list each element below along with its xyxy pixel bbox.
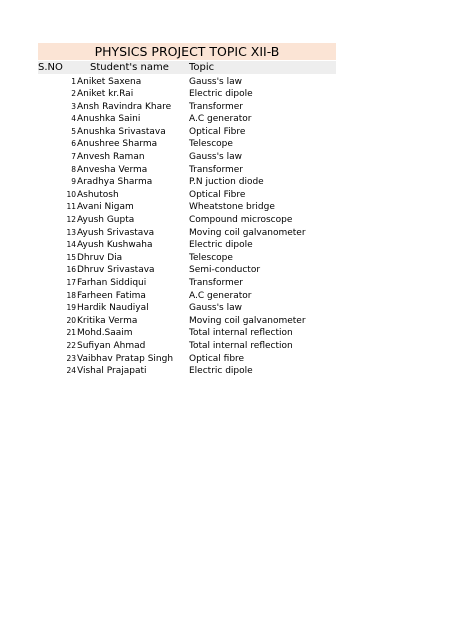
project-topic: Transformer bbox=[189, 164, 244, 175]
table-row bbox=[0, 252, 474, 265]
student-name: Aniket Saxena bbox=[77, 76, 142, 87]
table-row bbox=[0, 365, 474, 378]
project-topic: Wheatstone bridge bbox=[189, 202, 275, 213]
table-row bbox=[0, 302, 474, 315]
student-name: Avani Nigam bbox=[77, 202, 134, 213]
table-row bbox=[0, 88, 474, 101]
row-number: 6 bbox=[71, 139, 76, 149]
table-row bbox=[0, 264, 474, 277]
student-name: Ayush Gupta bbox=[77, 215, 135, 226]
row-number: 11 bbox=[66, 202, 76, 212]
row-number: 7 bbox=[71, 152, 76, 162]
column-header-name: Student's name bbox=[90, 62, 169, 73]
project-topic: A.C generator bbox=[189, 290, 252, 301]
table-row bbox=[0, 176, 474, 189]
student-name: Anvesh Raman bbox=[77, 152, 145, 163]
table-row bbox=[0, 315, 474, 328]
table-row bbox=[0, 340, 474, 353]
student-name: Kritika Verma bbox=[77, 315, 138, 326]
project-topic: Transformer bbox=[189, 101, 244, 112]
project-topic: Gauss's law bbox=[189, 76, 242, 87]
student-name: Dhruv Srivastava bbox=[77, 265, 155, 276]
table-row bbox=[0, 227, 474, 240]
page-title: PHYSICS PROJECT TOPIC XII-B bbox=[94, 44, 280, 59]
project-topic: Semi-conductor bbox=[189, 265, 261, 276]
row-number: 12 bbox=[66, 215, 76, 225]
row-number: 22 bbox=[66, 340, 76, 350]
table-row bbox=[0, 290, 474, 303]
row-number: 13 bbox=[66, 227, 76, 237]
row-number: 8 bbox=[71, 164, 76, 174]
student-table-body bbox=[0, 76, 474, 378]
row-number: 16 bbox=[66, 265, 76, 275]
row-number: 3 bbox=[71, 101, 76, 111]
student-name: Farhan Siddiqui bbox=[77, 278, 147, 288]
project-topic: Electric dipole bbox=[189, 89, 253, 100]
table-row bbox=[0, 327, 474, 340]
project-topic: Gauss's law bbox=[189, 303, 242, 314]
table-row bbox=[0, 113, 474, 126]
project-topic: Optical Fibre bbox=[189, 189, 246, 200]
row-number: 24 bbox=[66, 366, 76, 376]
header-band bbox=[38, 61, 336, 74]
table-row bbox=[0, 151, 474, 164]
row-number: 19 bbox=[66, 303, 76, 313]
table-row bbox=[0, 353, 474, 366]
table-row bbox=[0, 214, 474, 227]
student-name: Ayush Kushwaha bbox=[77, 240, 153, 251]
table-row bbox=[0, 239, 474, 252]
table-row bbox=[0, 76, 474, 89]
table-row bbox=[0, 189, 474, 202]
student-name: Anushree Sharma bbox=[77, 139, 158, 150]
student-name: Aradhya Sharma bbox=[77, 177, 153, 188]
student-name: Sufiyan Ahmad bbox=[77, 340, 146, 351]
student-name: Ashutosh bbox=[77, 189, 119, 200]
table-row bbox=[0, 101, 474, 114]
row-number: 21 bbox=[66, 328, 76, 338]
project-topic: Optical fibre bbox=[189, 353, 245, 364]
student-name: Dhruv Dia bbox=[77, 252, 123, 263]
student-name: Vaibhav Pratap Singh bbox=[77, 353, 174, 364]
project-topic: P.N juction diode bbox=[189, 177, 264, 188]
project-topic: Optical Fibre bbox=[189, 126, 246, 137]
column-header-sno: S.NO bbox=[38, 62, 63, 73]
student-name: Farheen Fatima bbox=[77, 290, 146, 301]
row-number: 20 bbox=[66, 315, 76, 325]
table-row bbox=[0, 138, 474, 151]
project-topic: Gauss's law bbox=[189, 152, 242, 163]
project-topic: Total internal reflection bbox=[189, 340, 293, 351]
row-number: 14 bbox=[66, 240, 76, 250]
project-topic: Transformer bbox=[189, 278, 244, 288]
row-number: 1 bbox=[71, 76, 76, 86]
row-number: 9 bbox=[71, 177, 76, 187]
project-topic: Moving coil galvanometer bbox=[189, 227, 306, 238]
row-number: 17 bbox=[66, 278, 76, 287]
project-topic: A.C generator bbox=[189, 114, 252, 125]
student-name: Aniket kr.Rai bbox=[77, 89, 134, 100]
table-row bbox=[0, 277, 474, 290]
row-number: 2 bbox=[71, 89, 76, 99]
student-name: Ansh Ravindra Khare bbox=[77, 101, 172, 112]
student-name: Mohd.Saaim bbox=[77, 328, 133, 339]
table-row bbox=[0, 164, 474, 177]
student-name: Anushka Saini bbox=[77, 114, 141, 125]
project-topic: Electric dipole bbox=[189, 366, 253, 377]
project-topic: Compound microscope bbox=[189, 215, 293, 226]
table-row bbox=[0, 126, 474, 139]
student-name: Anushka Srivastava bbox=[77, 126, 166, 137]
project-topic: Electric dipole bbox=[189, 240, 253, 251]
student-name: Ayush Srivastava bbox=[77, 227, 155, 238]
row-number: 23 bbox=[66, 353, 76, 363]
student-name: Anvesha Verma bbox=[77, 164, 148, 175]
table-row bbox=[0, 201, 474, 214]
project-topic: Moving coil galvanometer bbox=[189, 315, 306, 326]
project-topic: Telescope bbox=[189, 252, 233, 263]
row-number: 18 bbox=[66, 290, 76, 300]
row-number: 4 bbox=[71, 114, 76, 124]
row-number: 15 bbox=[66, 252, 76, 262]
project-topic: Telescope bbox=[189, 139, 233, 150]
column-header-topic: Topic bbox=[189, 62, 215, 73]
row-number: 10 bbox=[66, 189, 76, 199]
project-topic: Total internal reflection bbox=[189, 328, 293, 339]
row-number: 5 bbox=[71, 126, 76, 136]
student-name: Hardik Naudiyal bbox=[77, 303, 149, 314]
student-name: Vishal Prajapati bbox=[77, 366, 147, 377]
